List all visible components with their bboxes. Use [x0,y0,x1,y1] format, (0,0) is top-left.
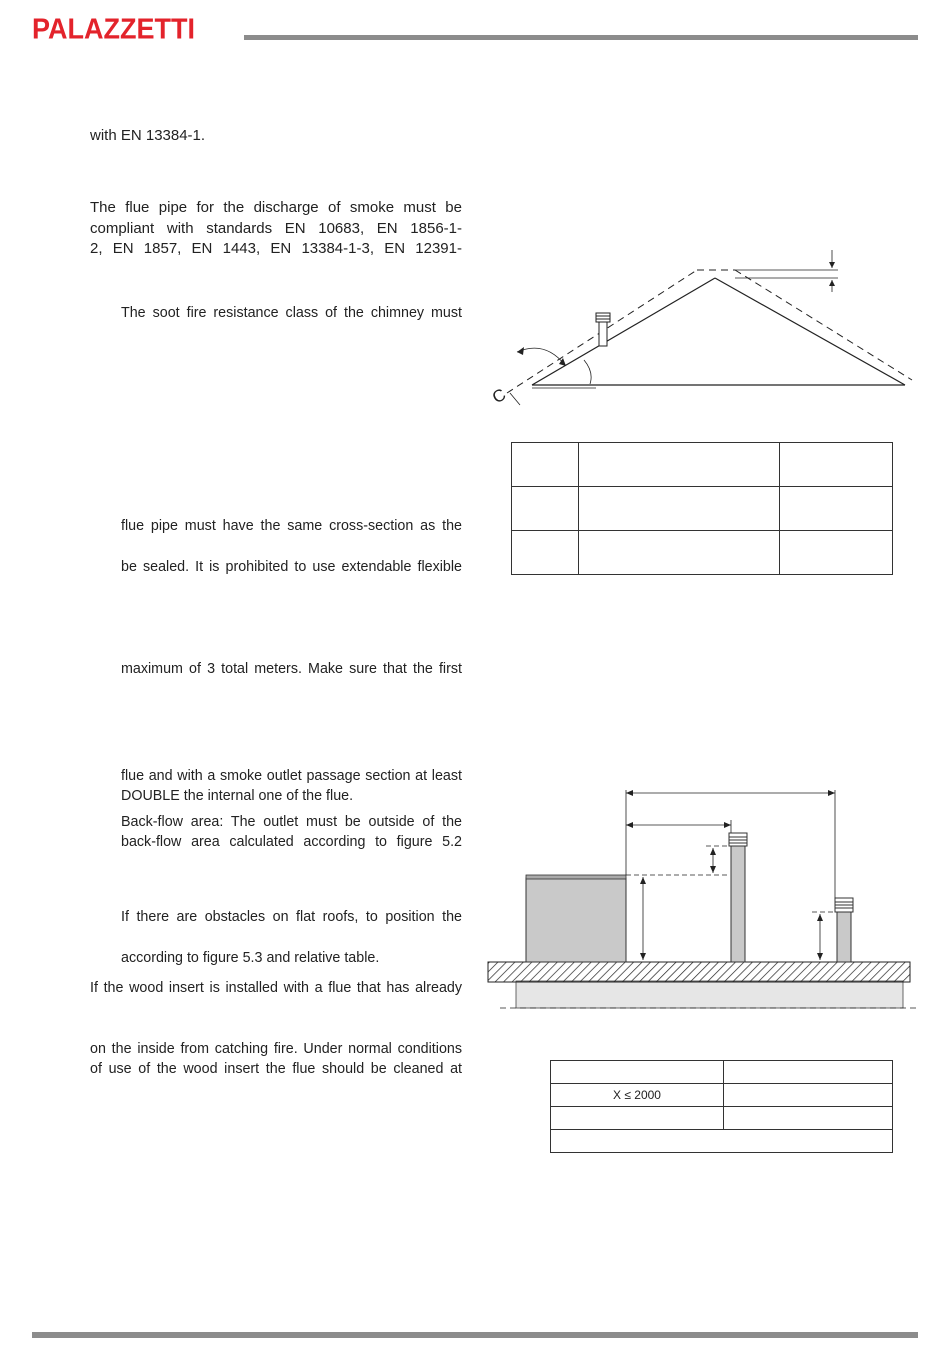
backflow-line-right [735,270,912,380]
table-cell [780,487,893,531]
table-cell-x-condition: X ≤ 2000 [551,1084,724,1107]
cleaning-line-2: of use of the wood insert the flue should be cleaned at [90,1061,462,1077]
outlet-section-line-1: flue and with a smoke outlet passage section at least [121,768,462,784]
obstacle-block [526,878,626,962]
flue-standards-line-1: The flue pipe for the discharge of smoke must be [90,199,462,216]
backflow-line-1: Back-flow area: The outlet must be outside of the [121,814,462,830]
brand-logo: PALAZZETTI [32,13,195,45]
paragraph-backflow [121,812,462,852]
table-cell [551,1107,724,1130]
paragraph-cleaning [90,1039,462,1079]
label-c: C [488,384,510,408]
table-cell [579,487,780,531]
paragraph-figure-ref: according to figure 5.3 and relative table. [121,950,380,966]
roof-right-slope [715,278,905,385]
header-rule [244,35,918,40]
table-cell [724,1061,893,1084]
paragraph-cross-section: flue pipe must have the same cross-section as the [121,518,462,534]
roof-slab [488,962,910,982]
paragraph-flue-standards [90,198,462,260]
roof-left-slope [532,278,715,385]
table-cell [551,1130,893,1153]
outlet-section-line-2: DOUBLE the internal one of the flue. [121,788,354,804]
paragraph-existing-flue: If the wood insert is installed with a flue that has already [90,980,462,996]
table-cell [724,1084,893,1107]
table-roof-distances [511,442,893,575]
table-cell [780,531,893,575]
pitched-roof-diagram [480,240,930,420]
table-cell [512,531,579,575]
cleaning-line-1: on the inside from catching fire. Under normal conditions [90,1041,462,1057]
table-cell [780,443,893,487]
backflow-line-2: back-flow area calculated according to figure 5.2 [121,834,462,850]
footer-rule [32,1332,918,1338]
table-cell [512,443,579,487]
paragraph-obstacles: If there are obstacles on flat roofs, to position the [121,909,462,925]
flat-roof-diagram [480,780,930,1020]
paragraph-outlet-section [121,766,462,806]
chimney-tall-icon [729,833,747,962]
table-cell [579,443,780,487]
flue-standards-line-2: compliant with standards EN 10683, EN 1856-1- [90,219,462,237]
chimney-short-icon [835,898,853,962]
table-cell [551,1061,724,1084]
table-obstacle-distances [550,1060,893,1153]
table-cell [724,1107,893,1130]
ceiling-slab [516,981,903,1008]
table-cell [512,487,579,531]
paragraph-en13384: with EN 13384-1. [90,127,206,144]
paragraph-max-meters: maximum of 3 total meters. Make sure that the first [121,661,462,677]
flue-standards-line-3: 2, EN 1857, EN 1443, EN 13384-1-3, EN 12391- [90,240,462,257]
paragraph-soot-class: The soot fire resistance class of the chimney must [121,305,462,321]
table-cell [579,531,780,575]
paragraph-sealed: be sealed. It is prohibited to use extendable flexible [121,559,462,575]
